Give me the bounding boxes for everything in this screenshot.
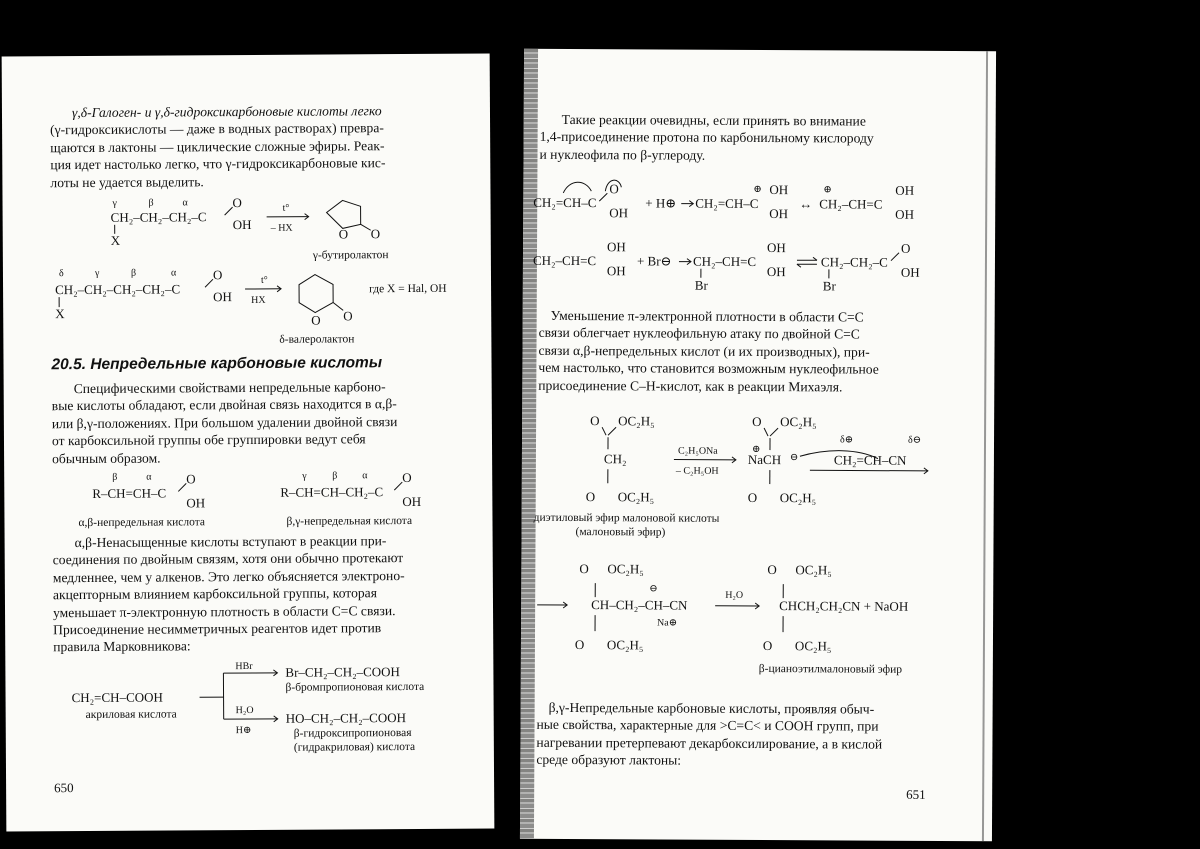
top-product: Br–CH₂–CH₂–COOH — [285, 664, 400, 680]
para-line: правила Марковникова: — [53, 638, 191, 655]
para-line: присоединение С–Н-кислот, как в реакции Михаэля. — [538, 377, 843, 395]
lactone-ring-5 — [327, 200, 361, 228]
scheme-bromide-addition — [529, 235, 959, 297]
right-acid-formula: R–CH=CH–CH₂–C — [280, 484, 384, 500]
scheme1-product-label: γ-бутиролактон — [312, 249, 389, 262]
right-intro-paragraph — [539, 111, 931, 165]
bond-line — [608, 427, 616, 435]
base-byproduct: – C₂H₅OH — [675, 465, 719, 477]
section-heading: 20.5. Непредельные карбоновые кислоты — [51, 354, 383, 374]
right-paragraph-2 — [538, 307, 930, 396]
intro-line: лоты не удается выделить. — [50, 173, 204, 190]
greek-delta: δ — [58, 268, 64, 280]
left-paragraph-3 — [53, 532, 466, 656]
delta-minus: δ⊖ — [907, 434, 922, 446]
scheme-protonation — [529, 177, 959, 235]
bond-line — [361, 224, 371, 230]
intro-line: щаются в лактоны — циклические сложные эфиры. Реак- — [50, 137, 385, 156]
acrylonitrile: CH₂=CH–CN — [833, 452, 907, 468]
enol-formula: CH₂–CH=C — [692, 253, 757, 269]
scheme2-product-label: δ-валеролактон — [279, 333, 355, 346]
electron-arrow — [563, 182, 591, 193]
enol-oh1: OH — [766, 240, 786, 256]
cation-1-formula: CH₂=CH–C — [695, 195, 759, 211]
para-line: или β,γ-положениях. При большом удалении двойной связи — [51, 413, 398, 432]
scheme1-x: X — [110, 232, 121, 248]
bottom-product-label-1: β-гидроксипропионовая — [293, 727, 412, 740]
adduct-chain: CH–CH₂–CH–CN — [591, 597, 688, 613]
right-paragraph-3 — [536, 699, 928, 771]
scheme2-arrow-top: t° — [260, 274, 268, 286]
para-line: вые кислоты обладают, если двойная связь находится в α,β- — [51, 396, 397, 414]
ester-o-top: O — [590, 413, 600, 429]
product-oh: OH — [900, 264, 920, 280]
scheme1-oh: OH — [232, 216, 252, 233]
product-br: Br — [822, 278, 836, 294]
anion-o-bottom: O — [747, 489, 758, 505]
top-reagent: HBr — [235, 660, 253, 673]
cation-oh1: OH — [606, 239, 626, 255]
para-line: от карбоксильной группы обе группировки ведут себя — [51, 431, 366, 449]
greek-beta: β — [332, 470, 338, 482]
left-acid-oh: OH — [186, 495, 206, 511]
greek-gamma: γ — [112, 197, 117, 209]
scheme1-arrow-bottom: – HX — [270, 222, 293, 234]
page-number-left: 650 — [54, 780, 74, 796]
scheme2-x: X — [55, 306, 65, 322]
para-line: чем настолько, что становится возможным нуклеофильное — [538, 360, 879, 377]
bottom-reagent-proton: H⊕ — [235, 724, 252, 737]
para-line: связи облегчает нуклеофильную атаку по двойной С=С — [538, 325, 860, 342]
ester-o-bottom: O — [585, 489, 596, 505]
anion-top: OC₂H₅ — [780, 414, 817, 430]
scheme-michael-step2 — [527, 559, 958, 681]
adduct-minus: ⊖ — [649, 583, 658, 595]
bond-line — [764, 428, 768, 436]
scheme1-formula: CH₂–CH₂–CH₂–C — [110, 209, 207, 225]
right-acid-o: O — [402, 470, 412, 486]
ring-oxygen: O — [338, 226, 349, 242]
anion-charge-minus: ⊖ — [789, 452, 799, 464]
cation-2-oh2: OH — [895, 206, 915, 222]
greek-gamma: γ — [302, 470, 307, 482]
right-acid-label: β,γ-непредельная кислота — [286, 514, 413, 528]
intro-line: (γ-гидроксикислоты — даже в водных растворах) превра- — [50, 120, 384, 138]
enol-oh2: OH — [766, 264, 786, 280]
scheme2-note: где X = Hal, OH — [369, 282, 447, 296]
para-line: β,γ-Непредельные карбоновые кислоты, проявляя обыч- — [548, 699, 875, 717]
carbonyl-oxygen: O — [343, 308, 353, 324]
bond-line — [891, 253, 899, 261]
greek-alpha: α — [182, 197, 188, 209]
proton-plus: + H⊕ — [645, 195, 677, 211]
cation-2-oh1: OH — [895, 182, 915, 198]
scheme1-arrow-top: t° — [282, 202, 290, 214]
greek-alpha: α — [362, 470, 368, 482]
acrylic-oh: OH — [609, 205, 629, 221]
adduct-o-top: O — [579, 561, 589, 577]
bond-line — [205, 279, 213, 287]
adduct-o-bottom: O — [574, 637, 585, 653]
bottom-reagent-water: H₂O — [235, 704, 254, 717]
adduct-top: OC₂H₅ — [607, 561, 644, 577]
adduct-na: Na⊕ — [657, 617, 678, 629]
bottom-product-label-2: (гидракриловая) кислота — [293, 740, 416, 754]
product-bottom: OC₂H₅ — [794, 638, 832, 654]
bond-line — [178, 483, 186, 491]
intro-line: Такие реакции очевидны, если принять во внимание — [561, 111, 866, 129]
reaction-arrow — [810, 470, 928, 471]
left-acid-label: α,β-непредельная кислота — [78, 516, 206, 530]
bromide-plus: + Br⊖ — [636, 253, 672, 269]
scheme-unsaturated-acids — [68, 466, 468, 530]
right-page — [520, 49, 996, 841]
para-line: ные свойства, характерные для >C=C< и СООН групп, при — [536, 717, 879, 735]
delta-plus: δ⊕ — [839, 434, 854, 446]
cation-1-oh1: OH — [769, 182, 789, 198]
malonic-ester-label-1: диэтиловый эфир малоновой кислоты — [533, 511, 720, 525]
left-intro-paragraph — [50, 102, 463, 192]
ring-oxygen: O — [311, 312, 321, 328]
scheme2-o: O — [212, 267, 223, 283]
para-line: Присоединение несимметричных реагентов идет против — [53, 620, 382, 638]
para-line: обычным образом. — [52, 450, 161, 466]
left-paragraph-2 — [52, 378, 465, 468]
left-acid-formula: R–CH=CH–C — [92, 485, 167, 501]
product-top: OC₂H₅ — [795, 562, 832, 578]
acrylic-acid-formula: CH₂=CH–COOH — [71, 689, 163, 706]
bond-line — [599, 193, 607, 201]
right-acid-oh: OH — [402, 493, 422, 510]
enol-br: Br — [694, 277, 708, 293]
para-line: акцепторным влиянием карбоксильной группы, которая — [52, 585, 377, 603]
scheme-michael-step1 — [527, 411, 958, 543]
ester-bottom: OC₂H₅ — [617, 489, 655, 505]
product-formula: CH₂–CH₂–C — [820, 254, 888, 270]
acrylic-acid-label: акриловая кислота — [85, 708, 177, 721]
para-line: среде образуют лактоны: — [536, 752, 682, 768]
bond-line — [770, 428, 778, 436]
base-reagent: C₂H₅ONa — [677, 445, 718, 457]
bottom-product: HO–CH₂–CH₂–COOH — [285, 710, 407, 726]
scheme2-arrow-bottom: HX — [251, 294, 266, 306]
greek-gamma: γ — [94, 267, 100, 279]
greek-beta: β — [112, 471, 118, 483]
acrylic-o: O — [609, 181, 619, 197]
scheme2-oh: OH — [213, 289, 232, 305]
bond-line — [394, 482, 402, 490]
water-reagent: H₂O — [725, 589, 744, 601]
adduct-bottom: OC₂H₅ — [606, 637, 644, 653]
product-o-bottom: O — [762, 638, 773, 654]
cation-2-formula: CH₂–CH=C — [819, 196, 883, 212]
para-line: Специфическими свойствами непредельные карбоно- — [73, 379, 386, 397]
bond-line — [333, 302, 343, 310]
greek-alpha: α — [170, 267, 177, 279]
intro-line: 1,4-присоединение протона по карбонильному кислороду — [539, 129, 874, 147]
scheme1-o: O — [232, 195, 242, 211]
scheme-butyrolactone — [102, 192, 462, 266]
greek-beta: β — [130, 267, 137, 279]
anion-charge-plus: ⊕ — [751, 443, 761, 456]
anion-formula: NaCH — [747, 451, 782, 468]
intro-line: ция идет настолько легко, что γ-гидроксикарбоновые кис- — [50, 155, 386, 173]
product-chain: CHCH₂CH₂CN + NaOH — [779, 598, 909, 614]
cation-oh2: OH — [606, 263, 626, 279]
para-line: Уменьшение π-электронной плотности в области С=С — [550, 307, 864, 325]
cation-2-charge: ⊕ — [823, 184, 832, 196]
para-line: связи α,β-непредельных кислот (и их производных), при- — [538, 342, 870, 360]
resonance-arrow: ↔ — [799, 196, 813, 212]
cyanoethyl-label: β-цианоэтилмалоновый эфир — [758, 663, 903, 676]
bond-line — [225, 207, 233, 215]
anion-o-top: O — [752, 413, 762, 430]
anion-bottom: OC₂H₅ — [779, 490, 817, 506]
para-line: соединения по двойным связям, хотя они обычно протекают — [52, 550, 404, 568]
malonic-ester-label-2: (малоновый эфир) — [575, 526, 666, 539]
para-line: нагревании претерпевают декарбоксилирование, а в кислой — [536, 734, 883, 752]
top-product-label: β-бромпропионовая кислота — [285, 680, 425, 694]
intro-line: γ,δ-Галоген- и γ,δ-гидроксикарбоновые кислоты легко — [71, 103, 382, 121]
ester-ch2: CH₂ — [603, 451, 627, 467]
product-o: O — [900, 240, 911, 256]
scheme2-formula: CH₂–CH₂–CH₂–CH₂–C — [55, 281, 181, 298]
scheme-acrylic-acid — [65, 658, 466, 760]
ester-top: OC₂H₅ — [618, 413, 655, 429]
lactone-ring-6 — [299, 274, 333, 312]
para-line: α,β-Ненасыщенные кислоты вступают в реакции при- — [74, 533, 387, 551]
bond-line — [602, 427, 606, 435]
para-line: уменьшает π-электронную плотность в области С=С связи. — [52, 602, 396, 620]
acrylic-formula: CH₂=CH–C — [533, 194, 597, 211]
cation-1-oh2: OH — [769, 206, 789, 222]
left-page — [2, 54, 495, 832]
greek-beta: β — [148, 197, 154, 209]
page-number-right: 651 — [906, 786, 926, 802]
para-line: медленнее, чем у алкенов. Это легко объясняется электроно- — [52, 567, 405, 586]
greek-alpha: α — [146, 471, 152, 483]
cation-1-charge: ⊕ — [753, 183, 762, 196]
carbonyl-oxygen: O — [370, 226, 381, 242]
scheme-valerolactone — [53, 262, 474, 355]
cation-formula: CH₂–CH=C — [532, 252, 597, 269]
intro-line: и нуклеофила по β-углероду. — [539, 146, 706, 163]
product-o-top: O — [767, 562, 777, 578]
page-edge-line — [982, 51, 988, 841]
left-acid-o: O — [186, 471, 196, 487]
